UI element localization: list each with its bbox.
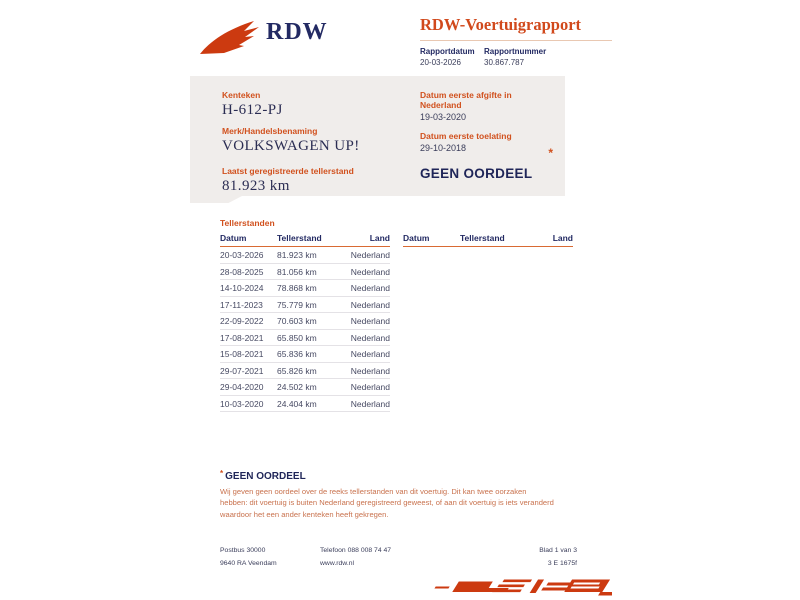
afgifte-value: 19-03-2020: [420, 112, 467, 122]
reading-country: Nederland: [350, 398, 390, 409]
reading-country: Nederland: [350, 365, 390, 376]
column-header-datum: Datum: [220, 233, 247, 243]
footnote-title: GEEN OORDEEL: [225, 471, 306, 482]
meter-reading-row: [220, 379, 390, 396]
rdw-logo: [198, 16, 328, 56]
footer-page-number: Blad 1 van 3: [539, 547, 577, 554]
meter-reading-row: [220, 363, 390, 380]
meter-reading-row: [220, 330, 390, 347]
footnote-heading: [220, 469, 554, 482]
reading-date: 15-08-2021: [220, 349, 264, 359]
column-header-land: Land: [552, 233, 573, 243]
reading-country: Nederland: [350, 283, 390, 293]
reading-value: 65.850 km: [277, 332, 317, 343]
verdict-asterisk: *: [548, 146, 553, 160]
vehicle-summary-box: [190, 76, 565, 196]
reading-country: Nederland: [350, 250, 390, 260]
table-header: [220, 231, 390, 247]
reading-country: Nederland: [350, 382, 390, 392]
reading-date: 28-08-2025: [220, 266, 264, 277]
footer-address-line2: 9640 RA Veendam: [220, 559, 277, 567]
column-header-tellerstand: Tellerstand: [460, 233, 505, 243]
reading-value: 65.826 km: [277, 365, 317, 376]
summary-left-column: [222, 90, 360, 162]
report-date-value: 20-03-2026: [420, 58, 461, 68]
reading-country: Nederland: [350, 349, 390, 359]
reading-value: 65.836 km: [277, 349, 317, 359]
merk-label: Merk/Handelsbenaming: [222, 126, 318, 136]
reading-date: 17-08-2021: [220, 332, 264, 343]
merk-value: VOLKSWAGEN UP!: [222, 138, 360, 154]
meter-reading-row: [220, 280, 390, 297]
tellerstand-label: Laatst geregistreerde tellerstand: [222, 166, 354, 176]
rdw-logo-text: RDW: [266, 18, 328, 45]
reading-value: 81.923 km: [277, 250, 317, 260]
kenteken-label: Kenteken: [222, 90, 261, 100]
table-header: [403, 231, 573, 247]
report-number-label: Rapportnummer: [484, 47, 547, 57]
section-title: Tellerstanden: [220, 218, 275, 228]
footer-address-line1: Postbus 30000: [220, 547, 266, 554]
reading-date: 17-11-2023: [220, 299, 263, 310]
footer-phone: Telefoon 088 008 74 47: [320, 547, 392, 554]
reading-date: 14-10-2024: [220, 283, 264, 293]
verdict-badge: GEEN OORDEEL: [420, 166, 533, 181]
rdw-swoosh-icon: [198, 16, 260, 56]
report-number-value: 30.867.787: [484, 58, 525, 68]
toelating-label: Datum eerste toelating: [420, 131, 512, 141]
meter-reading-row: [220, 297, 390, 314]
reading-date: 10-03-2020: [220, 398, 264, 409]
column-header-datum: Datum: [403, 233, 430, 243]
column-header-tellerstand: Tellerstand: [277, 233, 322, 243]
meter-reading-row: [220, 247, 390, 264]
reading-value: 24.502 km: [277, 382, 317, 392]
meter-readings-section: [220, 218, 574, 412]
afgifte-label: Datum eerste afgifte in Nederland: [420, 90, 512, 110]
reading-value: 78.868 km: [277, 283, 317, 293]
reading-country: Nederland: [350, 266, 390, 277]
footnote-body: Wij geven geen oordeel over de reeks tellerstanden van dit voertuig. Dit kan twee oorzaken hebben: dit voertuig is buiten Nederland geregistreerd geweest, of aan dit voertuig is iets veranderd waardoor het een ander kenteken heeft gekregen.: [220, 487, 554, 519]
report-header: [420, 16, 612, 67]
meter-reading-row: [220, 396, 390, 413]
reading-country: Nederland: [350, 299, 390, 310]
page-footer: [220, 547, 577, 572]
meter-reading-row: [220, 346, 390, 363]
summary-right-column: [420, 90, 550, 181]
kenteken-value: H-612-PJ: [222, 102, 283, 118]
table-body: [220, 247, 390, 412]
tellerstand-value: 81.923 km: [222, 178, 290, 194]
footer-website-link[interactable]: www.rdw.nl: [320, 559, 354, 567]
report-date-label: Rapportdatum: [420, 47, 475, 57]
reading-value: 70.603 km: [277, 316, 317, 326]
header-divider: [420, 40, 612, 41]
meter-table-left: [220, 231, 390, 412]
reading-value: 24.404 km: [277, 398, 317, 409]
reading-date: 22-09-2022: [220, 316, 264, 326]
odometer-block: [222, 166, 354, 202]
reading-country: Nederland: [350, 332, 390, 343]
meter-reading-row: [220, 264, 390, 281]
column-header-land: Land: [369, 233, 390, 243]
report-meta: [420, 47, 612, 67]
rdw-stripes-graphic-icon: [430, 578, 612, 598]
reading-value: 75.779 km: [277, 299, 317, 310]
meter-table-right: [403, 231, 573, 412]
meter-reading-row: [220, 313, 390, 330]
page-title: RDW-Voertuigrapport: [420, 15, 582, 34]
reading-value: 81.056 km: [277, 266, 317, 277]
reading-country: Nederland: [350, 316, 390, 326]
reading-date: 20-03-2026: [220, 250, 264, 260]
toelating-value: 29-10-2018: [420, 143, 467, 153]
verdict-footnote: [220, 469, 554, 520]
footer-form-code: 3 E 1675f: [547, 559, 577, 567]
reading-date: 29-07-2021: [220, 365, 264, 376]
footnote-asterisk: *: [220, 469, 224, 478]
reading-date: 29-04-2020: [220, 382, 264, 392]
